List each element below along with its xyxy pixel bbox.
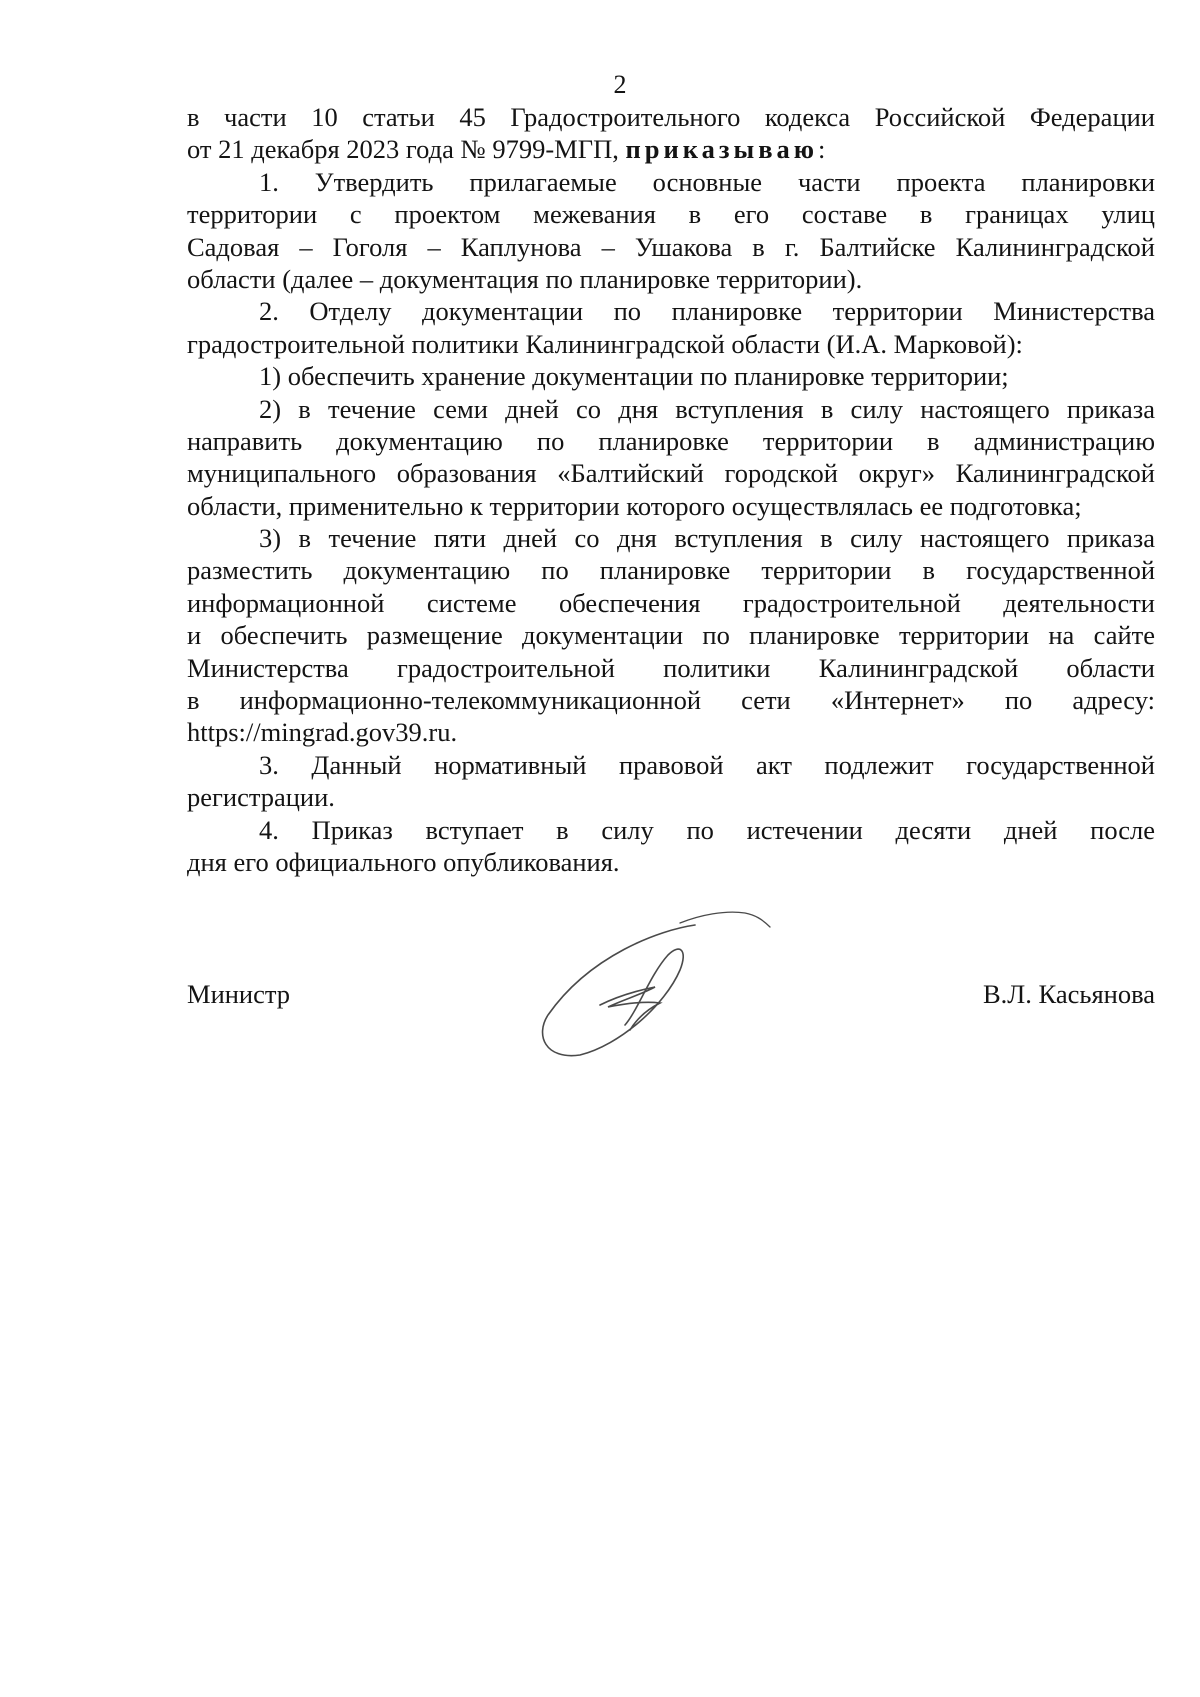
- paragraph-1-start: 1. Утвердить прилагаемые основные части проекта планировки: [259, 166, 1155, 197]
- text-line: информационной системе обеспечения градостроительной деятельности: [187, 587, 1155, 618]
- text-line: области, применительно к территории которого осуществлялась ее подготовка;: [187, 490, 1082, 521]
- text-line: разместить документацию по планировке территории в государственной: [187, 555, 1155, 586]
- text-line: области (далее – документация по планировке территории).: [187, 263, 863, 294]
- text-line: и обеспечить размещение документации по планировке территории на сайте: [187, 620, 1155, 651]
- text-line: [187, 133, 1155, 165]
- signature-block: [187, 978, 1155, 1018]
- order-keyword: приказываю: [625, 134, 819, 165]
- text-line: территории с проектом межевания в его составе в границах улиц: [187, 199, 1155, 230]
- paragraph-3-start: 3. Данный нормативный правовой акт подлежит государственной: [259, 749, 1155, 780]
- text-fragment: :: [818, 134, 826, 165]
- text-line: в части 10 статьи 45 Градостроительного кодекса Российской Федерации: [187, 102, 1155, 132]
- paragraph-4-start: 4. Приказ вступает в силу по истечении десяти дней после: [259, 814, 1155, 845]
- text-line: регистрации.: [187, 782, 335, 813]
- subparagraph-1: 1) обеспечить хранение документации по планировке территории;: [259, 361, 1009, 392]
- signatory-title: Министр: [187, 979, 291, 1009]
- website-url: https://mingrad.gov39.ru.: [187, 717, 458, 748]
- subparagraph-3-start: 3) в течение пяти дней со дня вступления в силу настоящего приказа: [259, 523, 1155, 554]
- text-line: дня его официального опубликования.: [187, 846, 620, 877]
- signatory-name: В.Л. Касьянова: [982, 979, 1155, 1009]
- text-line: Министерства градостроительной политики Калининградской области: [187, 652, 1155, 683]
- paragraph-2-start: 2. Отделу документации по планировке территории Министерства: [259, 296, 1155, 327]
- subparagraph-2-start: 2) в течение семи дней со дня вступления в силу настоящего приказа: [259, 393, 1155, 424]
- text-line: направить документацию по планировке территории в администрацию: [187, 425, 1155, 456]
- text-line: в информационно-телекоммуникационной сети «Интернет» по адресу:: [187, 685, 1155, 716]
- document-body: [187, 101, 1155, 878]
- text-line: муниципального образования «Балтийский городской округ» Калининградской: [187, 458, 1155, 489]
- text-line: Садовая – Гоголя – Каплунова – Ушакова в г. Балтийске Калининградской: [187, 231, 1155, 262]
- text-line: градостроительной политики Калининградской области (И.А. Марковой):: [187, 328, 1023, 359]
- page-number: 2: [613, 70, 627, 99]
- text-fragment: от 21 декабря 2023 года № 9799-МГП,: [187, 134, 626, 165]
